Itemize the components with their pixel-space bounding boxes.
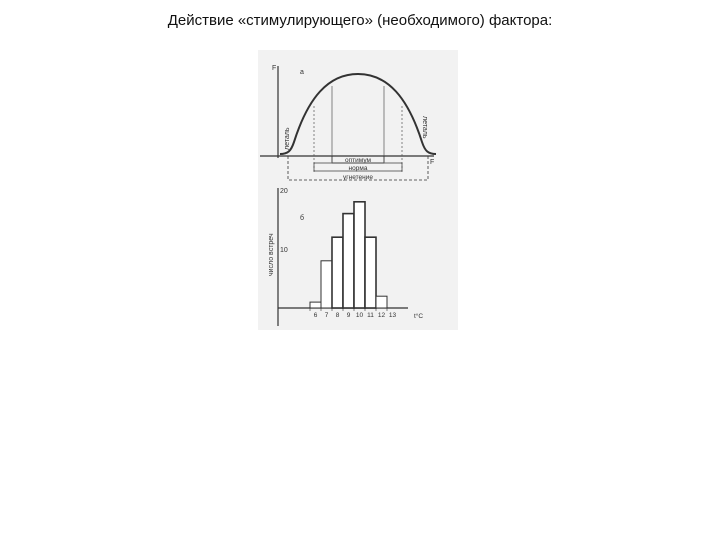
histogram-bar-11 [365, 237, 376, 308]
a-y-axis-label: F [272, 65, 277, 72]
right-lethal-label: леталь [421, 116, 428, 139]
y-tick-label: 10 [280, 247, 288, 254]
figure-panel [258, 50, 458, 330]
x-tick-label: 7 [324, 312, 329, 319]
optimum-label: оптимум [345, 157, 371, 164]
histogram-bar-8 [332, 237, 343, 308]
histogram-bar-10 [354, 202, 365, 308]
b-panel-letter: б [300, 215, 305, 222]
chart-b [268, 188, 423, 326]
x-tick-label: 11 [367, 312, 374, 319]
left-lethal-label: леталь [284, 127, 291, 150]
x-tick-label: 9 [346, 312, 351, 319]
a-x-axis-label: F [430, 159, 435, 166]
x-tick-label: 10 [355, 312, 364, 319]
histogram-bar-6 [310, 302, 321, 308]
diagram-a [260, 65, 436, 181]
b-y-axis-label: число встреч [268, 233, 275, 276]
y-tick-label: 20 [280, 188, 288, 195]
figure-svg [258, 50, 458, 330]
x-tick-label: 8 [335, 312, 340, 319]
tolerance-curve [280, 74, 436, 154]
suppression-label: угнетение [343, 174, 373, 181]
x-ticks-group [310, 308, 396, 319]
histogram-bar-9 [343, 214, 354, 308]
a-panel-letter: а [300, 69, 304, 76]
norm-label: норма [348, 165, 368, 172]
x-tick-label: 13 [388, 312, 397, 319]
y-ticks-group [280, 188, 288, 254]
x-tick-label: 6 [313, 312, 318, 319]
b-x-axis-label: t°C [414, 313, 424, 320]
histogram-bar-12 [376, 296, 387, 308]
slide-title: Действие «стимулирующего» (необходимого) фактора: [167, 12, 553, 29]
histogram-bar-7 [321, 261, 332, 308]
x-tick-label: 12 [377, 312, 386, 319]
bars-group [310, 202, 387, 308]
